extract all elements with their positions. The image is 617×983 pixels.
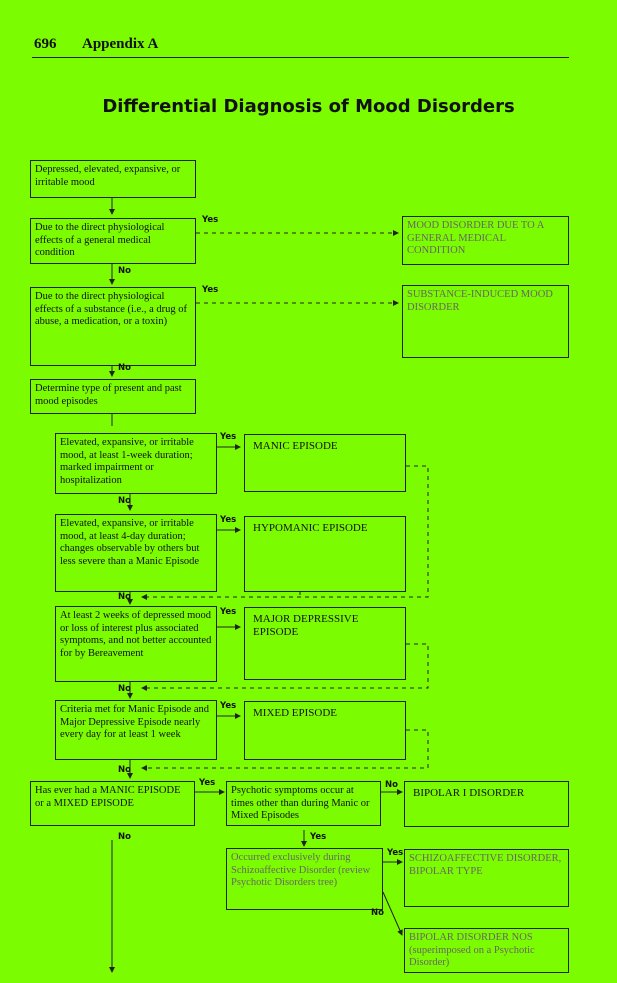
box-manic-criteria: Elevated, expansive, or irritable mood, at least 1-week duration; marked impairment or hospitalization — [55, 433, 217, 494]
section-title: Appendix A — [82, 36, 159, 52]
no-label: No — [118, 684, 131, 694]
box-episode-type: Determine type of present and past mood episodes — [30, 379, 196, 414]
page-number: 696 — [34, 36, 57, 52]
page-title: Differential Diagnosis of Mood Disorders — [102, 96, 515, 117]
box-hypomanic-criteria: Elevated, expansive, or irritable mood, at least 4-day duration; changes observable by others but less severe than a Manic Episode — [55, 514, 217, 592]
no-label: No — [118, 496, 131, 506]
box-mixed-criteria: Criteria met for Manic Episode and Major Depressive Episode nearly every day for at least 1 week — [55, 700, 217, 760]
no-label: No — [118, 765, 131, 775]
result-schizoaffective: SCHIZOAFFECTIVE DISORDER, BIPOLAR TYPE — [404, 849, 569, 907]
no-label: No — [118, 832, 131, 842]
arrow-no-schizo — [383, 892, 402, 935]
no-label: No — [385, 780, 398, 790]
result-major-depressive: MAJOR DEPRESSIVE EPISODE — [244, 607, 406, 680]
result-bipolar-nos: BIPOLAR DISORDER NOS (superimposed on a Psychotic Disorder) — [404, 928, 569, 973]
box-psychotic: Psychotic symptoms occur at times other than during Manic or Mixed Episodes — [226, 781, 381, 826]
result-hypomanic: HYPOMANIC EPISODE — [244, 516, 406, 592]
yes-label: Yes — [202, 285, 219, 295]
box-has-manic: Has ever had a MANIC EPISODE or a MIXED EPISODE — [30, 781, 195, 826]
result-substance: SUBSTANCE-INDUCED MOOD DISORDER — [402, 285, 569, 358]
result-bipolar-1: BIPOLAR I DISORDER — [404, 781, 569, 827]
no-label: No — [118, 363, 131, 373]
yes-label: Yes — [387, 848, 404, 858]
box-depressive-criteria: At least 2 weeks of depressed mood or loss of interest plus associated symptoms, and not better accounted for by Bereavement — [55, 606, 217, 682]
box-substance: Due to the direct physiological effects of a substance (i.e., a drug of abuse, a medication, or a toxin) — [30, 287, 196, 366]
box-schizoaffective-check: Occurred exclusively during Schizoaffective Disorder (review Psychotic Disorders tree) — [226, 848, 383, 910]
yes-label: Yes — [220, 515, 237, 525]
box-mood: Depressed, elevated, expansive, or irritable mood — [30, 160, 196, 198]
result-manic: MANIC EPISODE — [244, 434, 406, 492]
result-gmc: MOOD DISORDER DUE TO A GENERAL MEDICAL CONDITION — [402, 216, 569, 265]
yes-label: Yes — [220, 432, 237, 442]
yes-label: Yes — [310, 832, 327, 842]
yes-label: Yes — [220, 607, 237, 617]
no-label: No — [371, 908, 384, 918]
yes-label: Yes — [220, 701, 237, 711]
result-mixed: MIXED EPISODE — [244, 701, 406, 760]
yes-label: Yes — [202, 215, 219, 225]
box-medical-condition: Due to the direct physiological effects of a general medical condition — [30, 218, 196, 264]
no-label: No — [118, 266, 131, 276]
yes-label: Yes — [199, 778, 216, 788]
no-label: No — [118, 592, 131, 602]
